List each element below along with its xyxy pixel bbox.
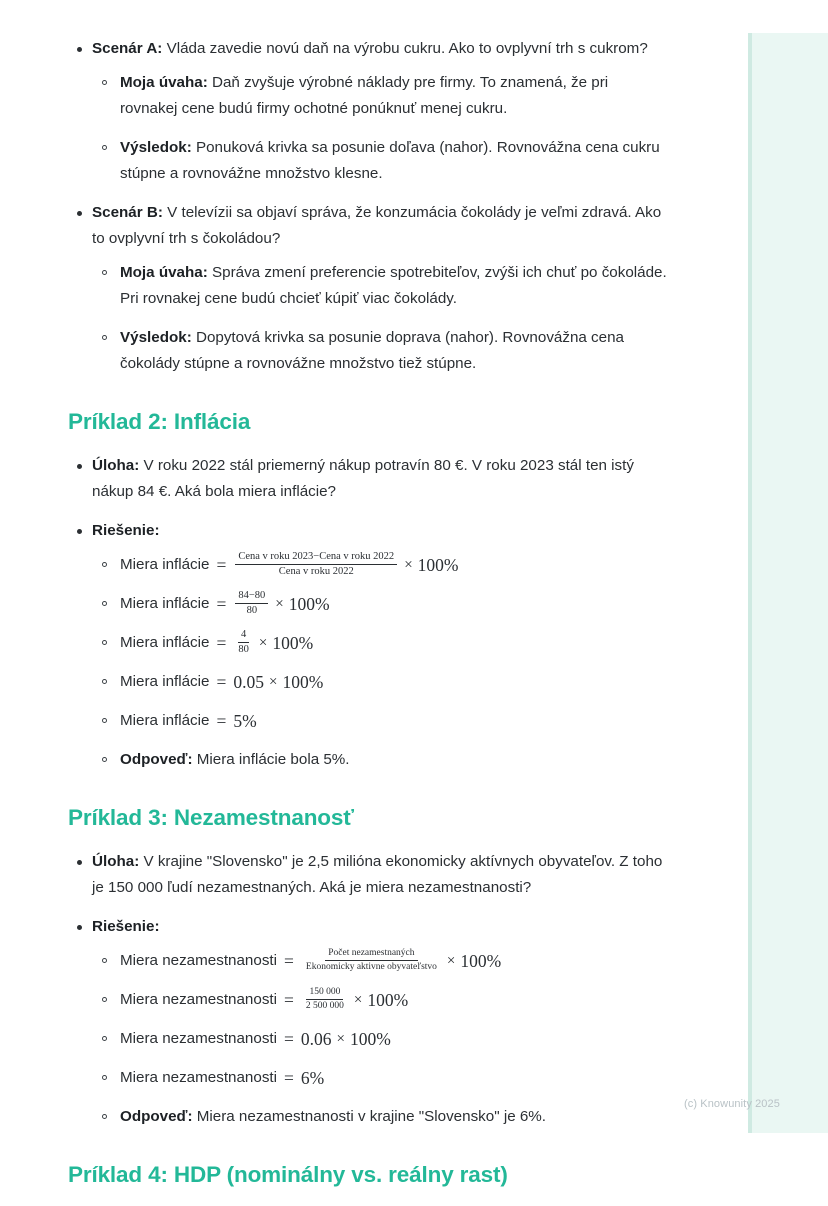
list-item: [68, 36, 668, 187]
math-expression: [120, 948, 501, 974]
math-times-operator: ×: [336, 1031, 345, 1048]
list-item: [68, 518, 668, 773]
heading-example-3: Príklad 3: Nezamestnanosť: [68, 805, 354, 831]
scenario-a-reasoning-text: Daň zvyšuje výrobné náklady pre firmy. To znamená, že pri rovnakej cene budú firmy ochotné ponúknuť menej cukru.: [120, 74, 609, 117]
example-2-task-label: Úloha:: [92, 457, 140, 474]
math-fraction: [235, 590, 268, 616]
math-lhs: Miera nezamestnanosti: [120, 952, 278, 970]
example-3-task-label: Úloha:: [92, 853, 140, 871]
heading-example-2: Príklad 2: Inflácia: [68, 409, 251, 434]
math-rhs: 100%: [349, 1029, 391, 1050]
math-lhs: Miera inflácie: [120, 595, 210, 613]
math-expression: [120, 591, 330, 617]
math-equals: =: [216, 711, 227, 732]
example-3-list: [68, 849, 668, 1130]
math-lhs: Miera inflácie: [120, 634, 210, 652]
list-item: [92, 135, 668, 187]
example-3-solution-label: Riešenie:: [92, 918, 160, 936]
math-times-operator: ×: [446, 953, 456, 970]
fraction-numerator: Počet nezamestnaných: [325, 948, 417, 960]
math-step: [92, 591, 668, 617]
scenario-a-result-text: Ponuková krivka sa posunie doľava (nahor). Rovnovážna cena cukru stúpne a rovnovážne množstvo klesne.: [120, 139, 660, 182]
fraction-denominator: 80: [246, 604, 258, 616]
math-step: [92, 1065, 668, 1091]
fraction-denominator: 80: [238, 643, 249, 655]
example-3-steps: [92, 948, 668, 1130]
list-item: [92, 260, 668, 312]
watermark: (c) Knowunity 2025: [684, 1098, 780, 1110]
math-times-operator: ×: [268, 674, 278, 691]
math-times-operator: ×: [353, 992, 363, 1009]
math-rhs: 100%: [460, 951, 502, 972]
list-item: [92, 325, 668, 377]
scenario-b-result-label: Výsledok:: [120, 329, 192, 346]
math-fraction: [303, 948, 440, 972]
math-lhs: Miera nezamestnanosti: [120, 1069, 278, 1087]
example-2-solution-label: Riešenie:: [92, 522, 160, 539]
math-times-operator: ×: [258, 635, 268, 652]
scenario-a-result-label: Výsledok:: [120, 139, 192, 156]
scenario-a-sublist: [92, 70, 668, 187]
example-2-steps: [92, 552, 668, 773]
fraction-numerator: 150 000: [306, 987, 343, 999]
list-item: [92, 70, 668, 122]
scenario-b-label: Scenár B:: [92, 204, 163, 221]
math-equals: =: [216, 594, 227, 615]
math-equals: =: [284, 951, 294, 972]
math-equals: =: [284, 990, 294, 1011]
math-step: [92, 552, 668, 578]
math-rhs: 100%: [272, 633, 314, 654]
fraction-denominator: 2 500 000: [305, 1000, 344, 1011]
fraction-denominator: Ekonomicky aktivne obyvateľstvo: [305, 961, 437, 972]
answer-item: [92, 747, 668, 773]
document-content: [68, 36, 668, 1206]
answer-text: Miera inflácie bola 5%.: [192, 751, 350, 769]
math-times-operator: ×: [404, 557, 413, 573]
math-lhs: Miera nezamestnanosti: [120, 991, 278, 1009]
math-expression: [120, 1065, 324, 1091]
math-value: 0.05: [233, 672, 264, 693]
math-lhs: Miera nezamestnanosti: [120, 1030, 278, 1048]
math-step: [92, 669, 668, 695]
scenario-a-reasoning-label: Moja úvaha:: [120, 74, 208, 91]
math-equals: =: [216, 555, 227, 575]
answer-text: Miera nezamestnanosti v krajine "Slovensko" je 6%.: [192, 1108, 547, 1126]
math-step: [92, 708, 668, 734]
math-step: [92, 630, 668, 656]
math-expression: [120, 630, 313, 656]
math-rhs: 100%: [288, 594, 330, 615]
math-rhs: 100%: [282, 672, 324, 693]
math-step: [92, 987, 668, 1013]
scenario-b-result-text: Dopytová krivka sa posunie doprava (nahor). Rovnovážna cena čokolády stúpne a rovnovážne množstvo tiež stúpne.: [120, 329, 624, 372]
math-equals: =: [216, 672, 227, 693]
scenario-b-reasoning-label: Moja úvaha:: [120, 264, 208, 281]
math-equals: =: [284, 1029, 294, 1050]
list-item: [68, 200, 668, 377]
math-expression: [120, 1026, 391, 1052]
example-2-list: [68, 453, 668, 773]
math-step: [92, 948, 668, 974]
scenario-b-text: V televízii sa objaví správa, že konzumácia čokolády je veľmi zdravá. Ako to ovplyvní trh s čokoládou?: [92, 204, 662, 247]
math-rhs: 100%: [417, 555, 459, 575]
math-lhs: Miera inflácie: [120, 556, 210, 573]
math-step: [92, 1026, 668, 1052]
fraction-numerator: Cena v roku 2023−Cena v roku 2022: [235, 551, 397, 564]
example-3-task-text: V krajine "Slovensko" je 2,5 milióna ekonomicky aktívnych obyvateľov. Z toho je 150 000 ľudí nezamestnaných. Aká je miera nezamestnanosti?: [92, 853, 663, 897]
list-item: [68, 849, 668, 901]
scenario-a-text: Vláda zavedie novú daň na výrobu cukru. Ako to ovplyvní trh s cukrom?: [162, 40, 648, 57]
math-fraction: [235, 629, 252, 655]
answer-item: [92, 1104, 668, 1130]
math-times-operator: ×: [275, 596, 284, 613]
math-expression: [120, 708, 257, 734]
math-equals: =: [216, 633, 227, 654]
list-item: [68, 914, 668, 1130]
math-value: 5%: [233, 711, 257, 732]
decorative-right-panel: [748, 33, 828, 1133]
math-lhs: Miera inflácie: [120, 712, 210, 730]
math-value: 6%: [300, 1068, 325, 1089]
scenario-a-label: Scenár A:: [92, 40, 163, 57]
fraction-denominator: Cena v roku 2022: [278, 565, 354, 577]
math-expression: [120, 987, 408, 1013]
math-rhs: 100%: [367, 990, 409, 1011]
math-value: 0.06: [300, 1029, 332, 1050]
math-expression: [120, 552, 458, 578]
example-2-task-text: V roku 2022 stál priemerný nákup potravín 80 €. V roku 2023 stál ten istý nákup 84 €. Aká bola miera inflácie?: [92, 457, 634, 500]
math-expression: [120, 669, 323, 695]
scenario-b-reasoning-text: Správa zmení preferencie spotrebiteľov, zvýši ich chuť po čokoláde. Pri rovnakej cene budú chcieť kúpiť viac čokolády.: [120, 264, 667, 307]
scenario-list: [68, 36, 668, 377]
math-equals: =: [284, 1068, 294, 1089]
fraction-numerator: 84−80: [235, 590, 268, 603]
math-fraction: [303, 987, 347, 1011]
answer-label: Odpoveď:: [120, 1108, 193, 1126]
answer-label: Odpoveď:: [120, 751, 193, 769]
fraction-numerator: 4: [238, 629, 249, 642]
math-lhs: Miera inflácie: [120, 673, 210, 691]
math-fraction: [235, 551, 397, 577]
scenario-b-sublist: [92, 260, 668, 377]
list-item: [68, 453, 668, 505]
heading-example-4: Príklad 4: HDP (nominálny vs. reálny rast): [68, 1162, 508, 1188]
